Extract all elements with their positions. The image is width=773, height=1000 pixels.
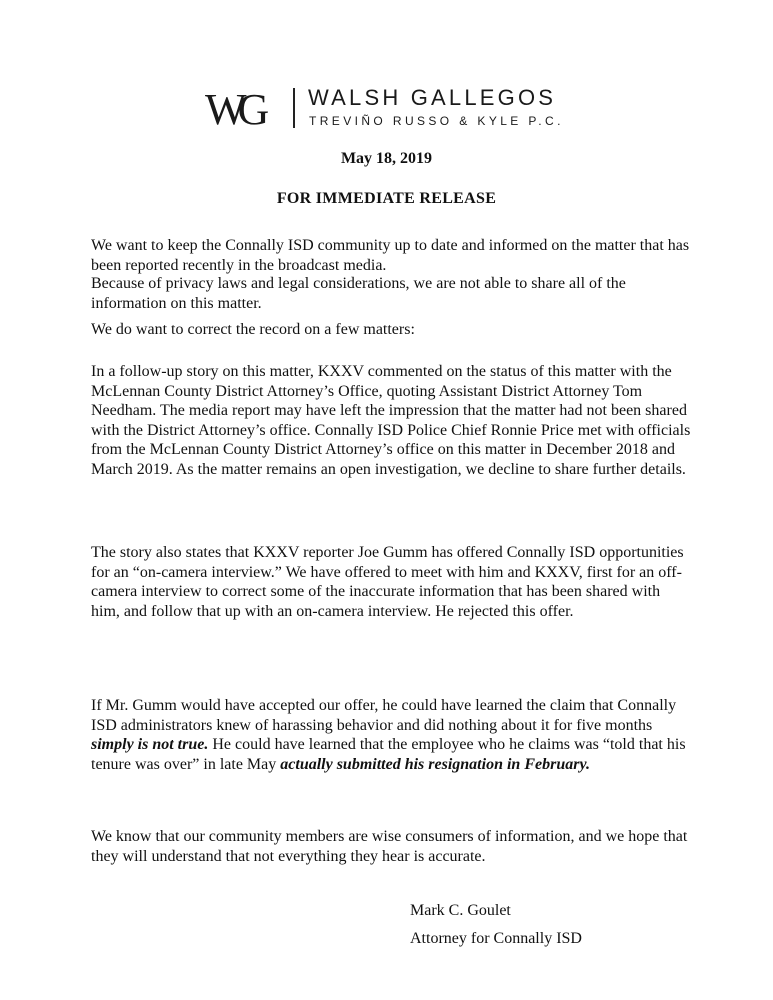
paragraph-interview-offer: The story also states that KXXV reporter Joe Gumm has offered Connally ISD opportunities for an “on-camera interview.” We have offered to meet with him and KXXV, first for an off-camera interview to correct some of the inaccurate information that has been shared with him, and follow that up with an on-camera interview. He rejected this offer. [91, 544, 684, 620]
svg-text:WG: WG [205, 88, 261, 128]
paragraph-intro: We want to keep the Connally ISD community up to date and informed on the matter that has been reported recently in the broadcast media. [91, 237, 690, 274]
release-date: May 18, 2019 [340, 150, 433, 167]
emphasis-not-true: simply is not true. [91, 736, 209, 754]
claims-text-1: If Mr. Gumm would have accepted our offer, he could have learned the claim that Connally ISD administrators knew of harassing behavior and did nothing about it for five months [91, 697, 677, 734]
letterhead [205, 84, 575, 132]
firm-name: WALSH GALLEGOS [308, 85, 557, 110]
letterhead-divider [293, 88, 295, 128]
emphasis-resignation: actually submitted his resignation in February [280, 755, 586, 773]
paragraph-correct-record: We do want to correct the record on a few matters: [91, 321, 415, 338]
paragraph-closing: We know that our community members are wise consumers of information, and we hope that they will understand that not everything they hear is accurate. [91, 828, 688, 865]
paragraph-district-attorney: In a follow-up story on this matter, KXXV commented on the status of this matter with the McLennan County District Attorney’s Office, quoting Assistant District Attorney Tom Needham. The media report may have left the impression that the matter had not been shared with the District Attorney’s office. Connally ISD Police Chief Ronnie Price met with officials from the McLennan County District Attorney’s office on this matter in December 2018 and March 2019. As the matter remains an open investigation, we decline to share further details. [91, 363, 691, 478]
signature-title: Attorney for Connally ISD [410, 930, 582, 947]
firm-monogram-logo [205, 88, 283, 128]
signature-name: Mark C. Goulet [410, 902, 511, 919]
emphasis-period: . [585, 755, 590, 773]
firm-subtitle: TREVIÑO RUSSO & KYLE P.C. [309, 114, 564, 128]
release-heading: FOR IMMEDIATE RELEASE [276, 190, 497, 207]
paragraph-claims [91, 696, 691, 774]
claims-text-2: He could have learned that the employee who he claims was “told that his tenure was over” in late May [91, 736, 686, 773]
paragraph-privacy: Because of privacy laws and legal considerations, we are not able to share all of the information on this matter. [91, 275, 626, 312]
